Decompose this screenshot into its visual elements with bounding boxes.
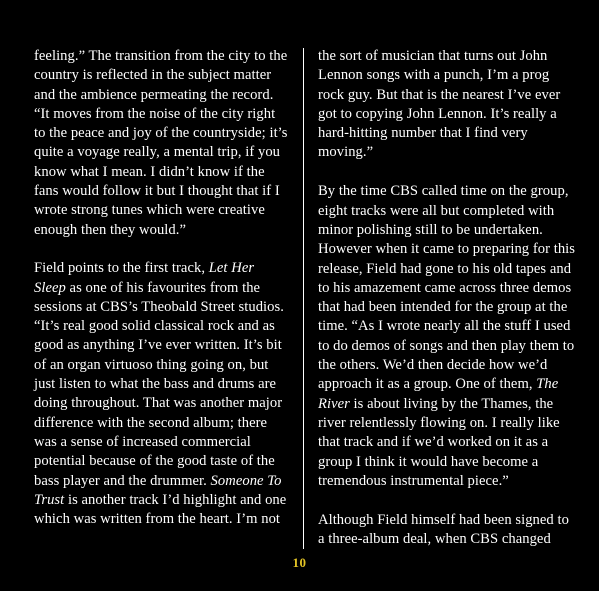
page-number: 10: [292, 555, 307, 570]
right-paragraph-3: Although Field himself had been signed to a three-album deal, when CBS changed: [318, 511, 569, 548]
left-paragraph-2: [34, 259, 288, 529]
left-paragraph-1: feeling.” The transition from the city to the country is reflected in the subject matter and the ambience permeating the record. “It moves from the noise of the city right to the peace and joy of the countryside; it’s quite a voyage really, a mental trip, if you know what I mean. I didn’t know if the fans would follow it but I thought that if I wrote strong tunes which were creative enough then they would.”: [34, 48, 288, 238]
right-column: [318, 47, 576, 549]
left-paragraph-2-text-b: as one of his favourites from the sessions at CBS’s Theobald Street studios. “It’s real good solid classical rock and as good as anything I’ve ever written. It’s bit of an organ virtuoso thing going on, but just listen to what the bass and drums are doing throughout. That was another major difference with the second album; there was a sense of increased commercial potential because of the good taste of the bass player and the drummer.: [34, 279, 284, 489]
left-paragraph-2-text-c: is another track I’d highlight and one which was written from the heart. I’m not: [34, 491, 287, 528]
right-paragraph-2-text-b: is about living by the Thames, the river relentlessly flowing on. I really like that track and if we’d worked on it as a group I think it would have become a tremendous instrumental piece.”: [318, 395, 560, 489]
column-divider: [303, 48, 304, 549]
right-paragraph-2-text-a: By the time CBS called time on the group, eight tracks were all but completed with minor polishing still to be undertaken. However when it came to preparing for this release, Field had gone to his old tapes and to his amazement came across three demos that had been intended for the group at the time. “As I wrote nearly all the stuff I used to do demos of songs and then play them to the others. We’d then decide how we’d approach it as a group. One of them,: [318, 183, 575, 393]
left-column: [34, 47, 288, 529]
song-title-someone-to-trust: Someone To Trust: [34, 472, 282, 508]
song-title-the-river: The River: [318, 376, 559, 412]
right-paragraph-2: [318, 182, 576, 491]
right-paragraph-1: the sort of musician that turns out John Lennon songs with a punch, I’m a prog rock guy. But that is the nearest I’ve ever got to copying John Lennon. It’s really a hard-hitting number that I find very moving.”: [318, 48, 561, 161]
left-paragraph-2-text-a: Field points to the first track,: [34, 260, 209, 277]
song-title-let-her-sleep: Let Her Sleep: [34, 260, 255, 296]
